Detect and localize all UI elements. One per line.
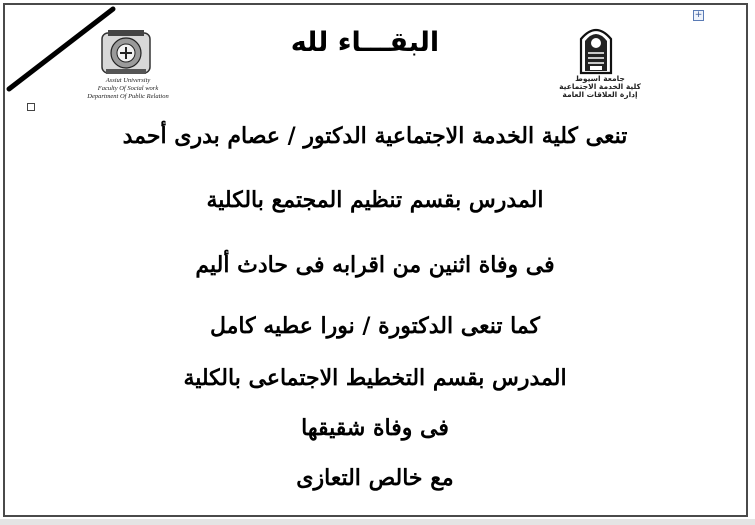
announcement-line: تنعى كلية الخدمة الاجتماعية الدكتور / عصام بدرى أحمد: [122, 123, 628, 149]
assiut-university-seal-icon: [98, 27, 154, 77]
announcement-line: مع خالص التعازى: [296, 465, 454, 491]
caption-line: Faculty Of Social work: [97, 85, 159, 92]
caption-line: إدارة العلاقات العامة: [562, 90, 638, 99]
text-anchor-icon: [27, 103, 35, 111]
page-title: البقـــاء لله: [290, 27, 440, 58]
caption-line: Assiut University: [105, 77, 151, 84]
announcement-line: المدرس بقسم التخطيط الاجتماعى بالكلية: [183, 365, 567, 391]
announcement-line: المدرس بقسم تنظيم المجتمع بالكلية: [206, 187, 544, 213]
faculty-seal-icon: [577, 23, 615, 75]
announcement-line: فى وفاة شقيقها: [301, 415, 449, 441]
caption-line: جامعة اسيوط: [575, 74, 625, 83]
window-bottom-edge: [0, 519, 755, 525]
caption-line: كلية الخدمة الاجتماعية: [559, 82, 641, 91]
document-page: [3, 3, 748, 517]
announcement-line: كما تنعى الدكتورة / نورا عطيه كامل: [209, 313, 541, 339]
left-logo-caption: [63, 77, 193, 101]
announcement-line: فى وفاة اثنين من اقرابه فى حادث أليم: [195, 252, 555, 278]
right-logo-caption: [545, 75, 655, 99]
move-handle-icon[interactable]: +: [694, 10, 703, 20]
caption-line: Department Of Public Relation: [87, 93, 169, 100]
